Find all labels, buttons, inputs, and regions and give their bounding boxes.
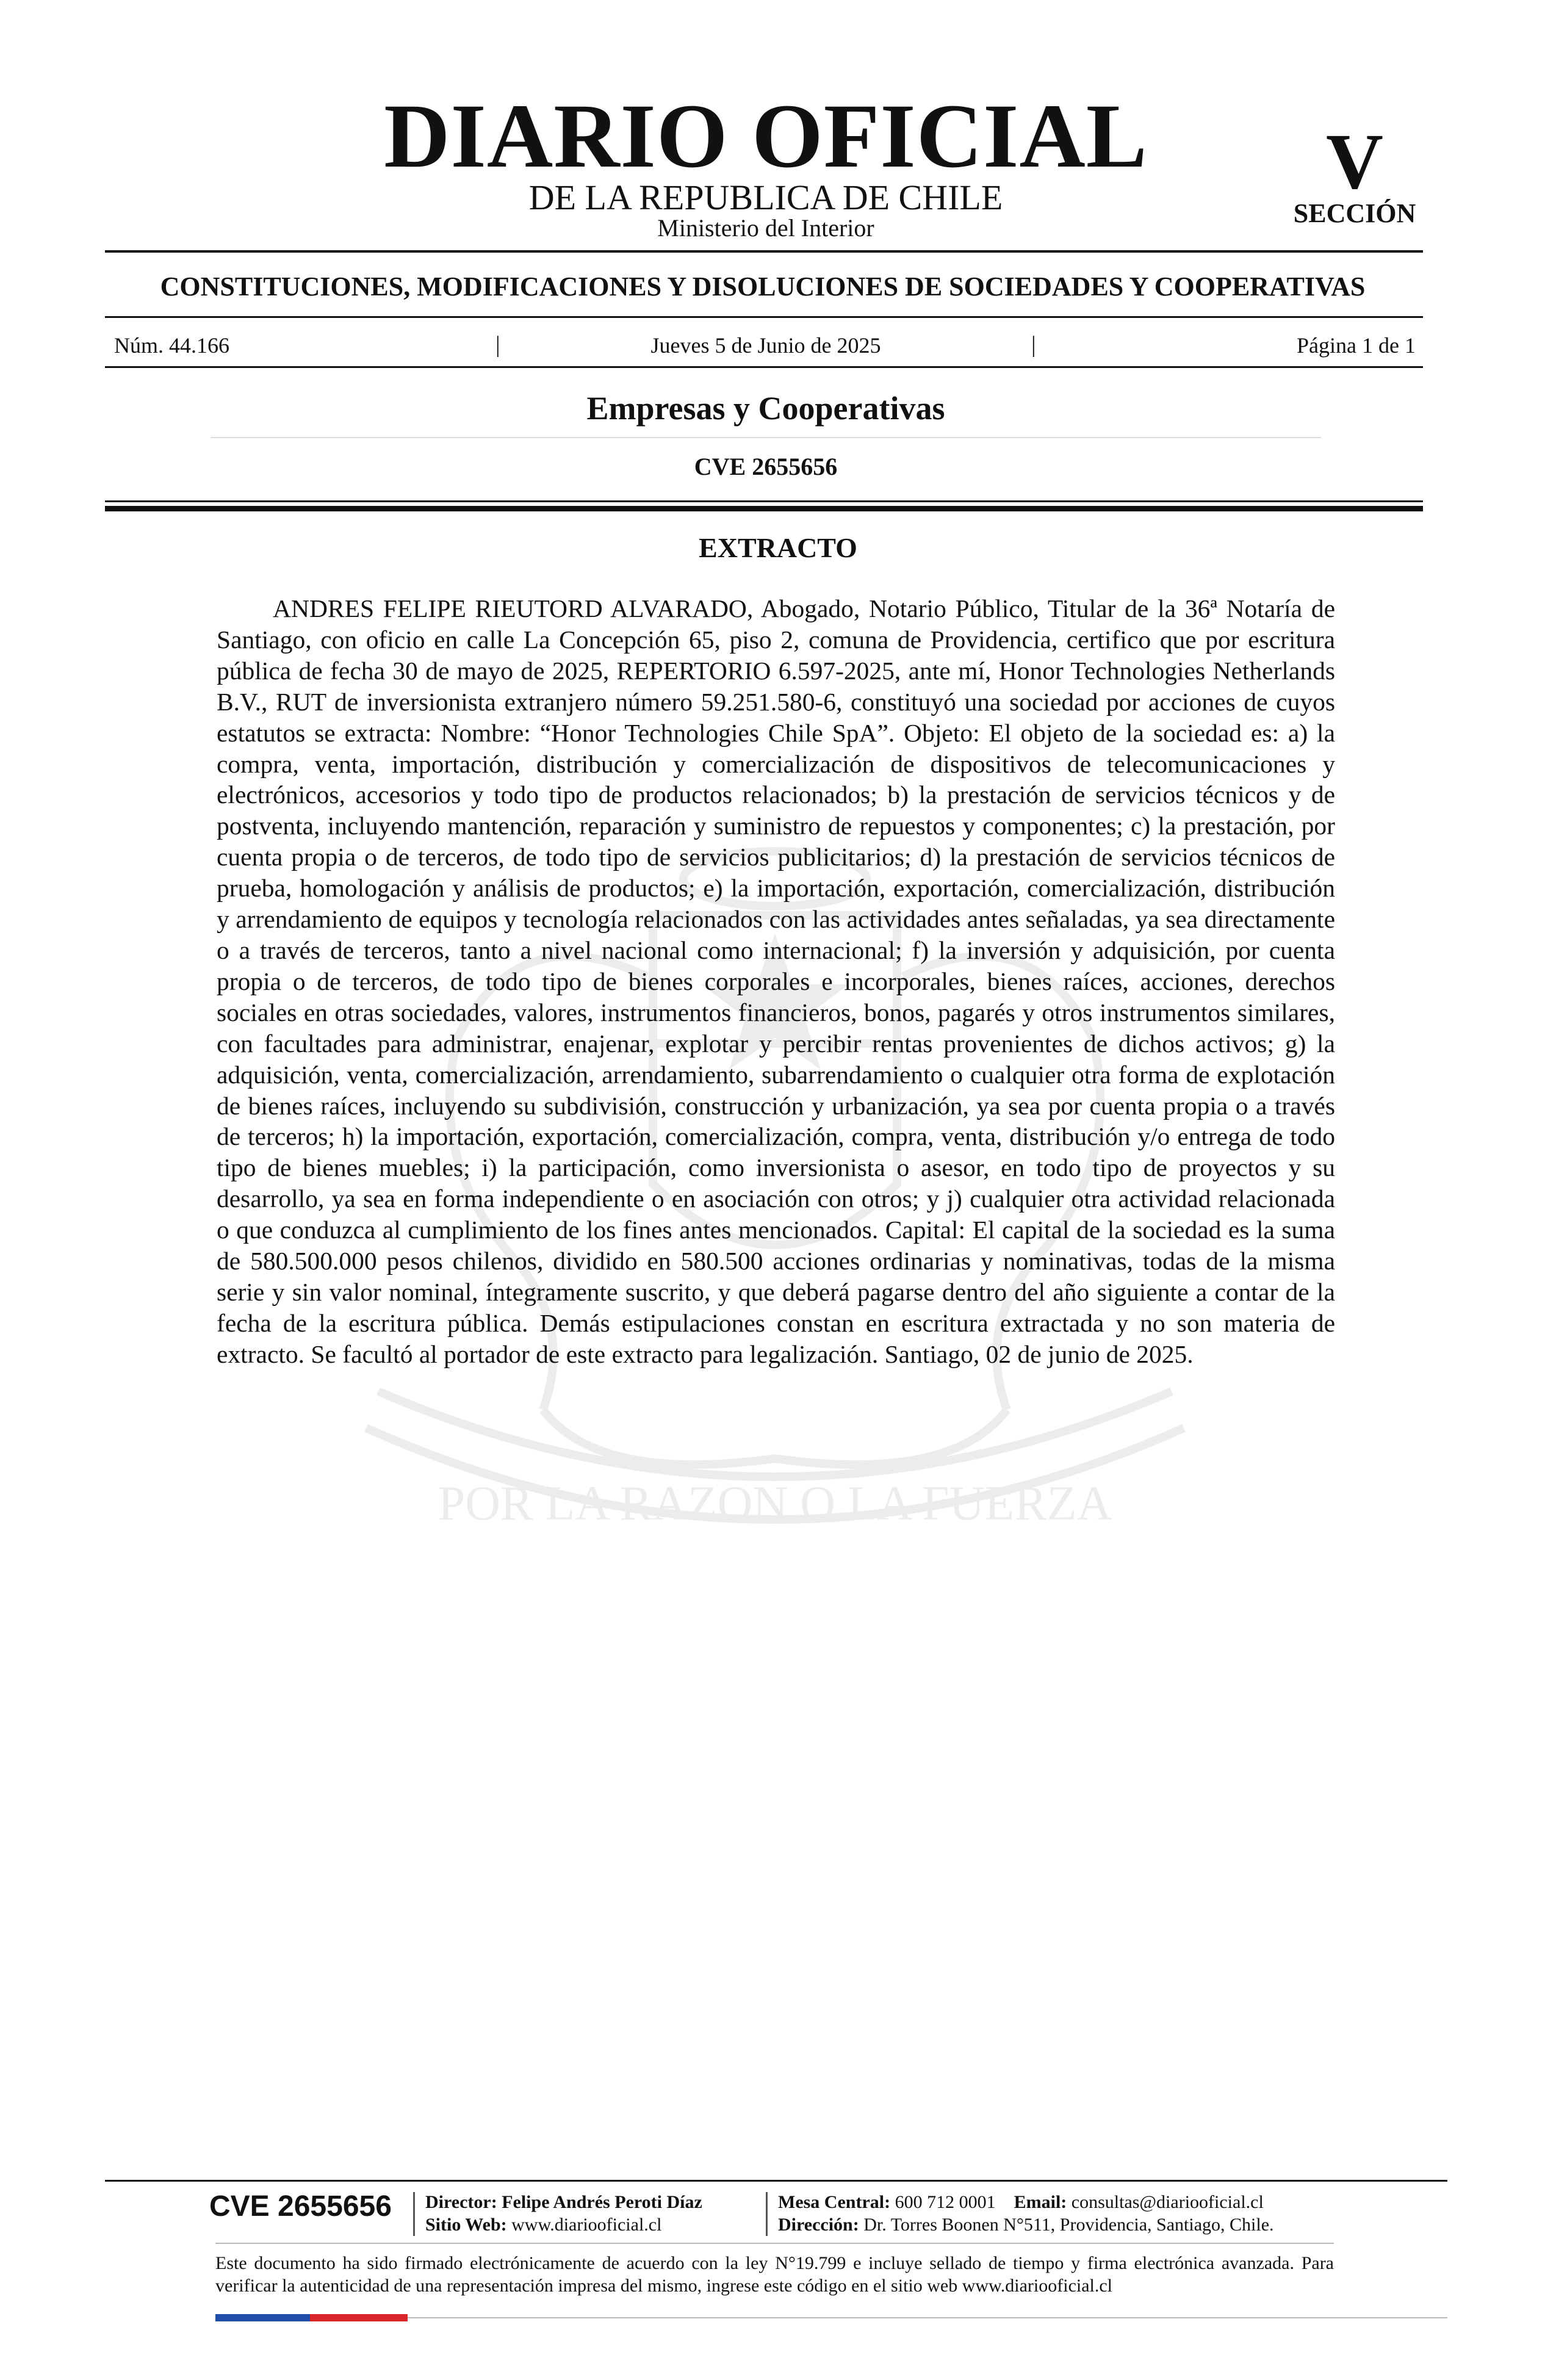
header-rule-mid: [105, 316, 1423, 318]
meta-separator: |: [1031, 332, 1036, 358]
address-value: Dr. Torres Boonen N°511, Providencia, Santiago, Chile.: [863, 2215, 1274, 2235]
article-rule-thick: [105, 506, 1423, 511]
footer-separator: [766, 2192, 768, 2236]
website-label: Sitio Web:: [425, 2215, 507, 2235]
section-letter: V: [1326, 118, 1383, 206]
flag-stripe-blue: [215, 2314, 310, 2321]
issue-date: Jueves 5 de Junio de 2025: [650, 333, 881, 358]
footer-divider: [215, 2243, 1334, 2244]
section-title: CONSTITUCIONES, MODIFICACIONES Y DISOLUCIONES DE SOCIEDADES Y COOPERATIVAS: [160, 272, 1366, 301]
issue-number: Núm. 44.166: [114, 333, 229, 358]
email-label: Email:: [1014, 2192, 1067, 2212]
watermark-motto: POR LA RAZON O LA FUERZA: [438, 1477, 1112, 1531]
category-divider: [211, 437, 1321, 438]
page-number: Página 1 de 1: [1297, 333, 1416, 358]
article-rule-thin: [105, 500, 1423, 502]
masthead-subtitle: DE LA REPUBLICA DE CHILE: [528, 178, 1003, 217]
phone-value: 600 712 0001: [895, 2192, 996, 2212]
meta-separator: |: [495, 332, 500, 358]
category-title: Empresas y Cooperativas: [586, 390, 945, 427]
director-label: Director:: [425, 2192, 497, 2212]
email-link[interactable]: consultas@diariooficial.cl: [1071, 2192, 1264, 2212]
footer-rule-top: [105, 2180, 1447, 2182]
website-link[interactable]: www.diariooficial.cl: [511, 2215, 662, 2235]
footer-director-block: [425, 2191, 702, 2236]
footer-legal-notice: Este documento ha sido firmado electrónicamente de acuerdo con la ley N°19.799 e incluye sellado de tiempo y firma electrónica avanzada. Para verificar la autenticidad de una representación impresa del mismo, ingrese este código en el sitio web www.diariooficial.cl: [215, 2253, 1334, 2296]
address-label: Dirección:: [778, 2215, 859, 2235]
footer-rule-bottom: [408, 2317, 1447, 2318]
header-rule-top: [105, 250, 1423, 253]
masthead-ministry: Ministerio del Interior: [657, 214, 874, 242]
footer-cve-code: CVE 2655656: [209, 2190, 392, 2223]
header-rule-bottom: [105, 366, 1423, 368]
phone-label: Mesa Central:: [778, 2192, 891, 2212]
flag-stripe-red: [310, 2314, 408, 2321]
article-title: EXTRACTO: [699, 532, 857, 563]
section-word: SECCIÓN: [1293, 198, 1416, 228]
footer-separator: [413, 2192, 415, 2236]
masthead-title: DIARIO OFICIAL: [384, 85, 1148, 187]
article-body: ANDRES FELIPE RIEUTORD ALVARADO, Abogado, Notario Público, Titular de la 36ª Notaría de Santiago, con oficio en calle La Concepción 65, piso 2, comuna de Providencia, certifico que por escritura pública de fecha 30 de mayo de 2025, REPERTORIO 6.597-2025, ante mí, Honor Technologies Netherlands B.V., RUT de inversionista extranjero número 59.251.580-6, constituyó una sociedad por acciones de cuyos estatutos se extracta: Nombre: “Honor Technologies Chile SpA”. Objeto: El objeto de la sociedad es: a) la compra, venta, importación, distribución y comercialización de dispositivos de telecomunicaciones y electrónicos, accesorios y todo tipo de productos relacionados; b) la prestación de servicios técnicos y de postventa, incluyendo mantención, reparación y suministro de repuestos y componentes; c) la prestación, por cuenta propia o de terceros, de todo tipo de servicios publicitarios; d) la prestación de servicios técnicos de prueba, homologación y análisis de productos; e) la importación, exportación, comercialización, distribución y arrendamiento de equipos y tecnología relacionados con las actividades antes señaladas, ya sea directamente o a través de terceros, tanto a nivel nacional como internacional; f) la inversión y adquisición, por cuenta propia o de terceros, de todo tipo de bienes corporales e incorporales, bienes raíces, acciones, derechos sociales en otras sociedades, valores, instrumentos financieros, bonos, pagarés y otros instrumentos similares, con facultades para administrar, enajenar, explotar y percibir rentas provenientes de dichos activos; g) la adquisición, venta, comercialización, arrendamiento, subarrendamiento o cualquier otra forma de explotación de bienes raíces, incluyendo su subdivisión, construcción y urbanización, ya sea por cuenta propia o a través de terceros; h) la importación, exportación, comercialización, compra, venta, distribución y/o entrega de todo tipo de bienes muebles; i) la participación, como inversionista o asesor, en todo tipo de proyectos y su desarrollo, ya sea en forma independiente o en asociación con otros; y j) cualquier otra actividad relacionada o que conduzca al cumplimiento de los fines antes mencionados. Capital: El capital de la sociedad es la suma de 580.500.000 pesos chilenos, dividido en 580.500 acciones ordinarias y nominativas, todas de la misma serie y sin valor nominal, íntegramente suscrito, y que deberá pagarse dentro del año siguiente a contar de la fecha de la escritura pública. Demás estipulaciones constan en escritura extractada y no son materia de extracto. Se facultó al portador de este extracto para legalización. Santiago, 02 de junio de 2025.: [217, 594, 1335, 1368]
director-name: Felipe Andrés Peroti Díaz: [502, 2192, 702, 2212]
cve-code: CVE 2655656: [694, 453, 838, 480]
footer-contact-block: [778, 2191, 1274, 2236]
